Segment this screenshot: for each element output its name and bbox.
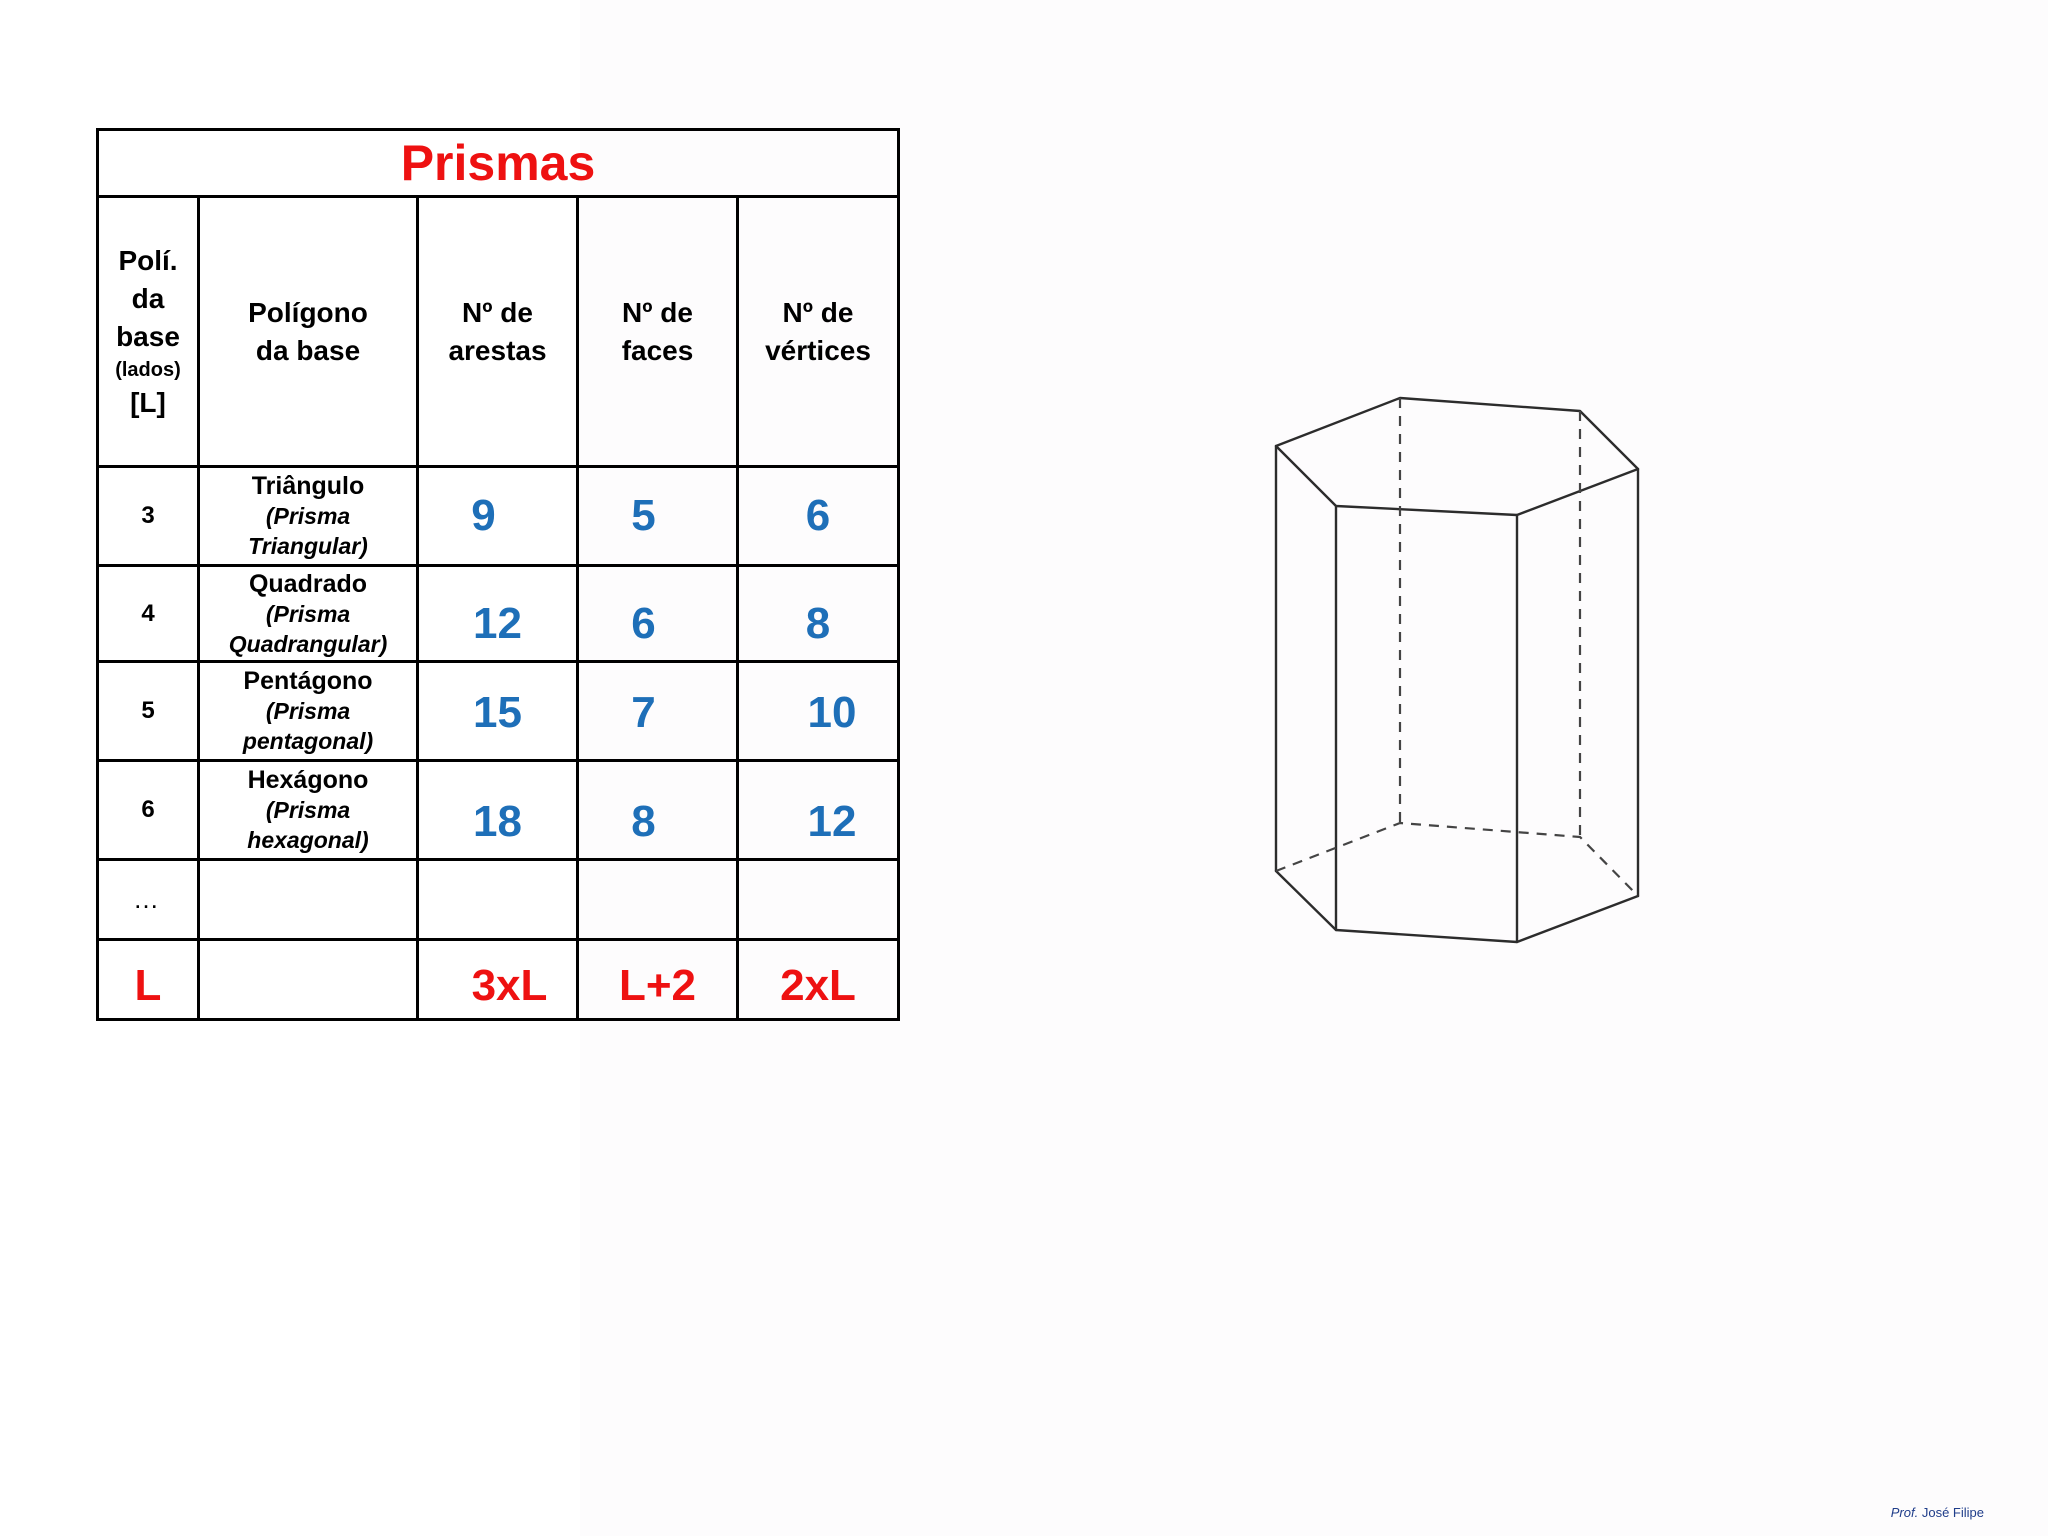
vertices-value: 10 — [807, 688, 857, 737]
header-vertices-line1: Nº de — [782, 296, 854, 328]
cell-sides: 4 — [98, 566, 199, 662]
polygon-name: Quadrado — [248, 569, 368, 598]
prism-name-line1: (Prisma — [265, 600, 351, 627]
header-faces-line2: faces — [621, 334, 694, 366]
cell-vertices — [738, 566, 899, 662]
cell-faces — [578, 566, 738, 662]
cell-sides: 5 — [98, 662, 199, 761]
formula-faces: L+2 — [578, 940, 738, 1020]
header-base-polygon — [199, 197, 418, 467]
header-base-sides-line1: Polí. — [118, 244, 178, 276]
credit-prefix: Prof. — [1890, 1505, 1919, 1520]
polygon-name: Triângulo — [251, 472, 365, 500]
empty-cell — [199, 860, 418, 940]
header-base-sides-symbol: [L] — [130, 386, 166, 418]
table-row — [98, 566, 899, 662]
prism-name-line2: Quadrangular) — [228, 630, 388, 657]
cell-edges — [418, 566, 578, 662]
prism-name-line2: hexagonal) — [247, 827, 369, 853]
edges-value: 9 — [471, 491, 496, 540]
cell-edges — [418, 467, 578, 566]
table-title: Prismas — [98, 130, 899, 197]
formula-sides: L — [98, 940, 199, 1020]
edges-value: 18 — [473, 797, 522, 846]
cell-vertices — [738, 761, 899, 860]
credit-name: José Filipe — [1921, 1505, 1984, 1520]
prism-name-line2: Triangular) — [248, 533, 368, 559]
vertices-value: 6 — [805, 491, 831, 540]
vertices-value: 8 — [805, 598, 831, 648]
table-row-formula — [98, 940, 899, 1020]
faces-value: 7 — [631, 688, 656, 737]
prism-name-line1: (Prisma — [265, 698, 351, 724]
header-base-sides — [98, 197, 199, 467]
prism-name-line2: pentagonal) — [242, 728, 374, 754]
table-row — [98, 467, 899, 566]
header-faces — [578, 197, 738, 467]
faces-value: 8 — [631, 797, 656, 846]
formula-vertices: 2xL — [738, 940, 899, 1020]
cell-faces — [578, 761, 738, 860]
header-base-sides-line3: base — [116, 320, 180, 352]
table-row — [98, 761, 899, 860]
table-row — [98, 662, 899, 761]
header-vertices — [738, 197, 899, 467]
cell-polygon — [199, 467, 418, 566]
title-row — [98, 130, 899, 197]
cell-sides: 3 — [98, 467, 199, 566]
header-base-polygon-line1: Polígono — [248, 296, 368, 328]
header-faces-line1: Nº de — [622, 296, 693, 328]
cell-vertices — [738, 467, 899, 566]
ellipsis-cell: … — [98, 860, 199, 940]
table-row-ellipsis — [98, 860, 899, 940]
cell-polygon — [199, 566, 418, 662]
header-edges-line2: arestas — [448, 334, 547, 366]
cell-edges — [418, 761, 578, 860]
header-row — [98, 197, 899, 467]
polygon-name: Pentágono — [243, 667, 373, 695]
cell-polygon — [199, 761, 418, 860]
prism-name-line1: (Prisma — [265, 797, 351, 823]
empty-cell — [418, 860, 578, 940]
header-edges-line1: Nº de — [462, 296, 533, 328]
author-credit — [1891, 1505, 1984, 1520]
formula-edges: 3xL — [418, 940, 578, 1020]
faces-value: 5 — [631, 491, 656, 540]
faces-value: 6 — [631, 598, 656, 648]
edges-value: 15 — [473, 688, 522, 737]
prism-table — [96, 128, 900, 1021]
header-base-sides-lados: (lados) — [115, 358, 181, 381]
header-base-polygon-line2: da base — [255, 334, 361, 366]
cell-polygon — [199, 662, 418, 761]
empty-cell — [738, 860, 899, 940]
cell-faces — [578, 467, 738, 566]
header-edges — [418, 197, 578, 467]
header-vertices-line2: vértices — [765, 334, 871, 366]
cell-sides: 6 — [98, 761, 199, 860]
edges-value: 12 — [473, 598, 522, 648]
empty-cell — [199, 940, 418, 1020]
cell-vertices — [738, 662, 899, 761]
vertices-value: 12 — [807, 797, 857, 846]
polygon-name: Hexágono — [247, 766, 369, 794]
empty-cell — [578, 860, 738, 940]
header-base-sides-line2: da — [131, 282, 165, 314]
cell-faces — [578, 662, 738, 761]
cell-edges — [418, 662, 578, 761]
prism-name-line1: (Prisma — [265, 503, 351, 529]
